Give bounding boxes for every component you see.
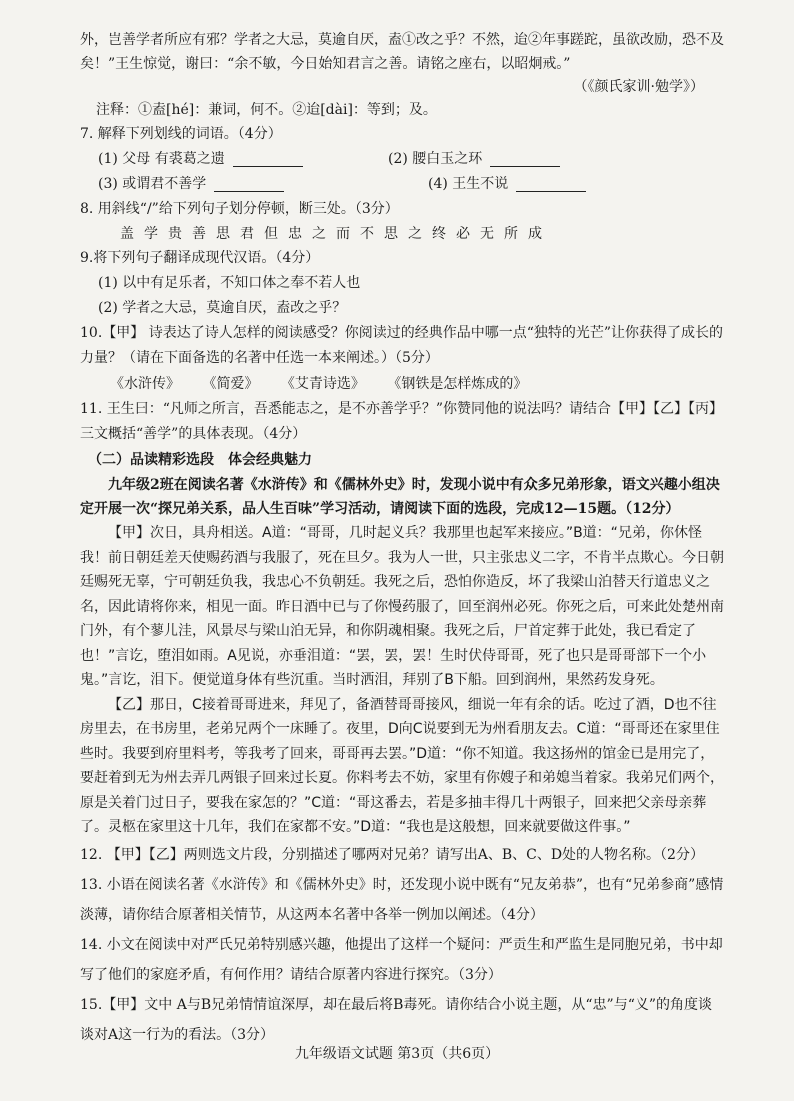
q15: 15.【甲】文中 A与B兄弟情情谊深厚，却在最后将B毒死。请你结合小说主题，从“忠”与“义”的角度谈谈对A这一行为的看法。（3分） [80,996,713,1043]
passage-source: （《颜氏家训·勉学》） [573,79,704,95]
q7-item-2: (2) 腰白玉之环 [388,151,483,167]
book-option: 《钢铁是怎样炼成的》 [387,376,528,392]
q8-sentence: 盖学贵善思君但忠之而不思之终必无所成 [120,226,552,242]
answer-blank [490,152,560,167]
q11-stem: 11. 王生曰：“凡师之所言，吾悉能志之，是不亦善学乎？”你赞同他的说法吗？请结合【甲】【乙】【丙】三文概括“善学”的具体表现。（4分） [80,401,724,442]
passage-note: 注释：①盍[hé]：兼词，何不。②迨[dài]：等到；及。 [96,102,437,118]
q10-books [80,371,724,397]
q7-item-4: (4) 王生不说 [428,176,509,192]
q8-stem: 8. 用斜线“/”给下列句子划分停顿，断三处。（3分） [80,201,399,217]
book-option: 《水浒传》 [110,376,180,392]
page-footer: 九年级语文试题 第3页（共6页） [294,1046,500,1062]
q10-stem: 10.【甲】 诗表达了诗人怎样的阅读感受？你阅读过的经典作品中哪一点“独特的光芒”让你获得了成长的力量？（请在下面备选的名著中任选一本来阐述。）（5分） [80,325,724,366]
excerpt-yi: 【乙】那日，C接着哥哥进来，拜见了，备酒替哥哥接风，细说一年有余的话。吃过了酒，D也不往房里去，在书房里，老弟兄两个一床睡了。夜里，D向C说要到无为州看朋友去。C道：“哥哥还在家里住些时。我要到府里料考，等我考了回来，哥哥再去罢。”D道：“你不知道。我这扬州的馆金已是用完了，要赶着到无为州去弄几两银子回来过长夏。你料考去不妨，家里有你嫂子和弟媳当着家。我弟兄们两个，原是关着门过日子，要我在家怎的？”C道：“哥这番去，若是多抽丰得几十两银子，回来把父亲母亲葬了。灵柩在家里这十几年，我们在家都不安。”D道：“我也是这般想，回来就要做这件事。” [80,696,724,835]
q9-stem: 9.将下列句子翻译成现代汉语。（4分） [80,250,320,266]
book-option: 《简爱》 [202,376,259,392]
book-option: 《艾青诗选》 [280,376,365,392]
q12: 12. 【甲】【乙】两则选文片段，分别描述了哪两对兄弟？请写出A、B、C、D处的人物名称。（2分） [80,846,704,863]
q13: 13. 小语在阅读名著《水浒传》和《儒林外史》时，还发现小说中既有“兄友弟恭”，也有“兄弟参商”感情淡薄，请你结合原著相关情节，从这两本名著中各举一例加以阐述。（4分） [80,876,724,923]
section-heading: （二）品读精彩选段 体会经典魅力 [88,452,312,468]
passage-text: 外，岂善学者所应有邪？学者之大忌，莫逾自厌，盍①改之乎？不然，迨②年事蹉跎，虽欲改励，恐不及矣！”王生惊觉，谢曰：“余不敏，今日始知君言之善。请铭之座右，以昭炯戒。” [80,32,724,72]
q14: 14. 小文在阅读中对严氏兄弟特别感兴趣，他提出了这样一个疑问：严贡生和严监生是同胞兄弟，书中却写了他们的家庭矛盾，有何作用？请结合原著内容进行探究。（3分） [80,936,723,983]
q7-item-3: (3) 或谓君不善学 [98,176,207,192]
answer-blank [233,152,303,167]
excerpt-jia: 【甲】次日，具舟相送。A道：“哥哥，几时起义兵？我那里也起军来接应。”B道：“兄弟，你休怪我！前日朝廷差天使赐药酒与我服了，死在旦夕。我为人一世，只主张忠义二字，不肯半点欺心。今日朝廷赐死无辜，宁可朝廷负我，我忠心不负朝廷。我死之后，恐怕你造反，坏了我梁山泊替天行道忠义之名，因此请将你来，相见一面。昨日酒中已与了你慢药服了，回至润州必死。你死之后，可来此处楚州南门外，有个蓼儿洼，风景尽与梁山泊无异，和你阴魂相聚。我死之后，尸首定葬于此处，我已看定了也！”言讫，堕泪如雨。A见说，亦垂泪道：“罢，罢，罢！生时伏侍哥哥，死了也只是哥哥部下一个小鬼。”言讫，泪下。便觉道身体有些沉重。当时洒泪，拜别了B下船。回到润州，果然药发身死。 [80,525,724,688]
q7-items [80,147,724,172]
q9-item-2: (2) 学者之大忌，莫逾自厌，盍改之乎？ [98,300,347,316]
answer-blank [516,177,586,192]
q7-item-1: (1) 父母 有裘葛之遗 [98,151,225,167]
q7-stem: 7. 解释下列划线的词语。（4分） [80,126,282,142]
answer-blank [214,177,284,192]
q9-item-1: (1) 以中有足乐者，不知口体之奉不若人也 [98,275,361,291]
q7-items-2 [80,172,724,197]
section-intro: 九年级2班在阅读名著《水浒传》和《儒林外史》时，发现小说中有众多兄弟形象，语文兴趣小组决定开展一次“探兄弟关系，品人生百味”学习活动，请阅读下面的选段，完成12—15题。（12分） [80,477,720,517]
